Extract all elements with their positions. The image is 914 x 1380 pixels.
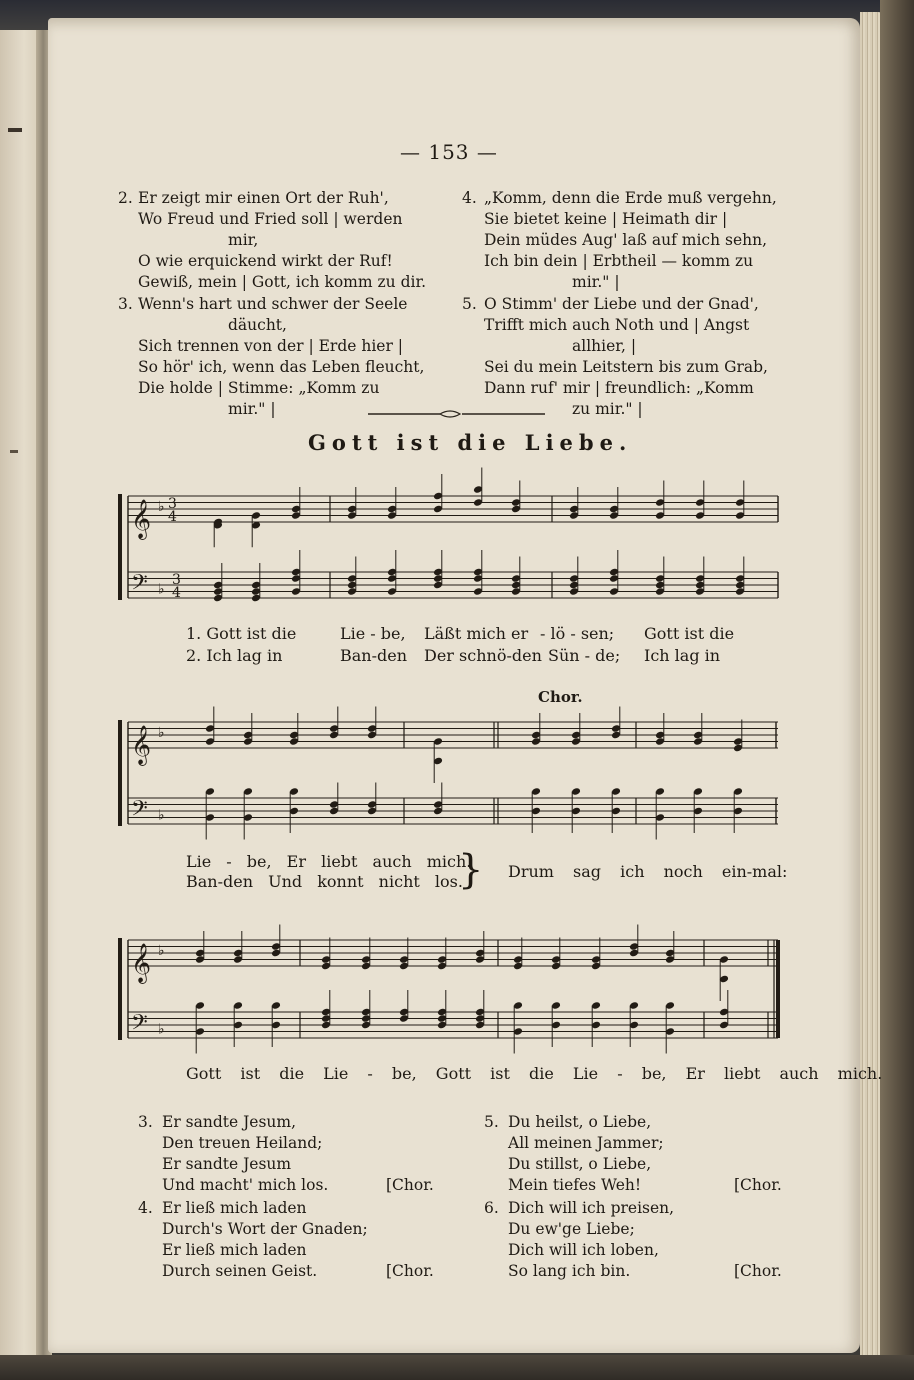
lyric-s1-v1-d: - lö - sen; <box>540 624 615 643</box>
verse-b5: 5. Du heilst, o Liebe, All meinen Jammer; Du stillst, o Liebe, Mein tiefes Weh! [Chor. <box>484 1113 782 1194</box>
treble-clef: 𝄞 <box>131 943 152 983</box>
key-flat: ♭ <box>158 943 165 959</box>
lyric-s1-v1-b: Lie - be, <box>340 624 406 643</box>
verse-b6: 6. Dich will ich preisen, Du ew'ge Liebe; Dich will ich loben, So lang ich bin. [Chor. <box>484 1199 782 1280</box>
verse-5: 5. O Stimm' der Liebe und der Gnad', Trifft mich auch Noth und | Angst allhier, | Sei du mein Leitstern bis zum Grab, Dann ruf' mir | freundlich: „Komm zu mir." | <box>462 295 768 418</box>
key-flat: ♭ <box>158 581 165 598</box>
lyric-s1-v2-c: Der schnö-den <box>424 646 542 665</box>
song-title: Gott ist die Liebe. <box>308 430 633 455</box>
lyric-s3: Gott ist die Lie - be, Gott ist die Lie - be, Er liebt auch mich. <box>186 1064 883 1083</box>
verse-b3: 3. Er sandte Jesum, Den treuen Heiland; Er sandte Jesum Und macht' mich los. [Chor. <box>138 1113 434 1194</box>
lyric-s1-v1-e: Gott ist die <box>644 624 735 643</box>
bass-clef: 𝄢 <box>131 570 148 601</box>
time-sig: 3 <box>172 572 181 588</box>
key-flat: ♭ <box>158 807 165 824</box>
time-sig: 4 <box>172 585 181 601</box>
verse-4: 4. „Komm, denn die Erde muß vergehn, Sie bietet keine | Heimath dir | Dein müdes Aug' laß auf mich sehn, Ich bin dein | Erbtheil — komm zu mir." | <box>462 189 777 291</box>
lyric-s1-v2-e: Ich lag in <box>644 646 721 665</box>
system-bracket <box>118 494 122 600</box>
verse-2: 2. Er zeigt mir einen Ort der Ruh', Wo Freud und Fried soll | werden mir, O wie erquickend wirkt der Ruf! Gewiß, mein | Gott, ich komm zu dir. <box>118 189 427 291</box>
key-flat: ♭ <box>158 725 165 741</box>
lyric-s2-chorus: Drum sag ich noch ein-mal: <box>508 862 788 881</box>
system-bracket <box>118 938 122 1040</box>
bass-clef: 𝄢 <box>131 1010 148 1041</box>
lyric-s2-v2: Ban-den Und konnt nicht los. <box>186 872 463 891</box>
bass-clef: 𝄢 <box>131 796 148 827</box>
verse-b4: 4. Er ließ mich laden Durch's Wort der Gnaden; Er ließ mich laden Durch seinen Geist. [Chor. <box>138 1199 434 1280</box>
system-bracket <box>118 720 122 826</box>
chorus-label: Chor. <box>538 688 583 706</box>
lyric-s1-v1-c: Läßt mich er <box>424 624 529 643</box>
lyric-s1-v2-a: 2. Ich lag in <box>186 646 283 665</box>
treble-clef: 𝄞 <box>131 499 152 539</box>
lyric-s1-v1-a: 1. Gott ist die <box>186 624 297 643</box>
time-sig: 4 <box>168 509 177 525</box>
verse-3: 3. Wenn's hart und schwer der Seele däucht, Sich trennen von der | Erde hier | So hör' ich, wenn das Leben fleucht, Die holde | Stimme: „Komm zu mir." | <box>118 295 425 418</box>
lyric-s1-v2-b: Ban-den <box>340 646 408 665</box>
lyric-s2-v1: Lie - be, Er liebt auch mich. <box>186 852 472 871</box>
treble-clef: 𝄞 <box>131 725 152 765</box>
key-flat: ♭ <box>158 1021 165 1038</box>
key-flat: ♭ <box>158 499 165 515</box>
lyric-brace: } <box>458 847 484 893</box>
final-bar <box>776 940 780 1038</box>
lyric-s1-v2-d: Sün - de; <box>548 646 621 665</box>
page-number: — 153 — <box>400 140 498 164</box>
time-sig: 3 <box>168 496 177 512</box>
